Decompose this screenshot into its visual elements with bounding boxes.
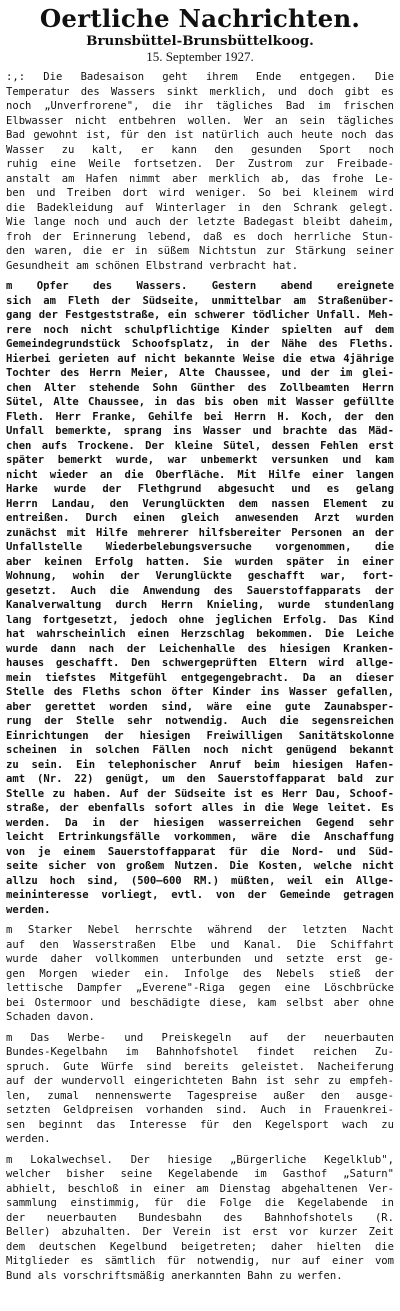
masthead xyxy=(6,5,394,65)
article-text-line: noch „Unverfrorene", die ihr tägliches Bad im frischen xyxy=(6,100,394,112)
article-text-line: rere noch nicht schulpflichtige Kinder spielten auf dem xyxy=(6,323,394,336)
article-text-line: die Badekleidung auf Winterlager in den Schrank gelegt. xyxy=(6,201,394,214)
issue-date: 15. September 1927. xyxy=(146,49,254,64)
article-text-line: gesetzt. Auch die Anwendung des Sauerstoffapparats der xyxy=(6,584,394,597)
article-text-line: chen Alter stehende Sohn Günther des Zollbeamten Herrn xyxy=(6,381,394,394)
article-text-line: Wasser zu kalt, er kann den gesunden Sport noch xyxy=(6,143,394,156)
article-text-line: Wohnung, wohin der Verunglückte geschafft war, fort- xyxy=(6,570,394,582)
article-text-line: sen beginnt das Interesse für den Kegelsport wach zu xyxy=(6,1118,394,1131)
article-text-line: leicht Ertrinkungsfälle vorkommen, wäre die Anschaffung xyxy=(6,831,394,843)
article-text-line: Gemeindegrundstück Schoofsplatz, in der Nähe des Fleths. xyxy=(6,338,394,350)
article-text-line: anstalt am Hafen nimmt aber merklich ab, das frohe Le- xyxy=(6,172,394,185)
article-text-line: welcher bisher seine Kegelabende im Gasthof „Saturn" xyxy=(6,1168,394,1180)
news-article xyxy=(6,279,394,917)
article-text-line: straße, der ebenfalls sofort alles in die Wege leitet. Es xyxy=(6,802,394,814)
article-text-line: hat wahrscheinlich einen Herzschlag bekommen. Die Leiche xyxy=(6,628,394,640)
article-text-line: Einrichtungen der hiesigen Freiwilligen Sanitätskolonne xyxy=(6,729,394,742)
article-text-line: werden. Da in der hiesigen wasserreichen Gegend sehr xyxy=(6,816,394,829)
article-text-line: auf der wundervoll eingerichteten Bahn ist sehr zu empfeh- xyxy=(6,1075,394,1087)
article-text-line: Elbwasser nicht entbehren wollen. Wer an sein tägliches xyxy=(6,114,394,127)
article-text-line: Stelle zu haben. Auf der Südseite ist es Herr Dau, Schoof- xyxy=(6,787,394,800)
article-text-line: Bad gewohnt ist, für den ist natürlich auch heute noch das xyxy=(6,129,394,141)
article-text-line: Kanalverwaltung durch Herrn Knieling, wurde stundenlang xyxy=(6,599,394,611)
article-text-line: rung der Stelle sehr notwendig. Auch die segensreichen xyxy=(6,715,394,727)
article-text-line: m Starker Nebel herrschte während der letzten Nacht xyxy=(6,924,394,936)
article-text-line: abhielt, beschloß in einer am Dienstag abgehaltenen Ver- xyxy=(6,1182,394,1195)
article-text-line: Beller) abzuhalten. Der Verein ist erst vor kurzer Zeit xyxy=(6,1226,394,1238)
article-text-line: sich am Fleth der Südseite, unmittelbar am Straßenüber- xyxy=(6,294,394,307)
article-text-line: Hierbei gerieten auf nicht bekannte Weise die etwa 4jährige xyxy=(6,352,394,365)
article-text-line: Bund als vorschriftsmäßig anerkannten Bahn zu werfen. xyxy=(6,1269,343,1282)
article-text-line: zunächst mit Hilfe mehrerer hilfsbereiter Personen an der xyxy=(6,526,394,539)
article-text-line: :,: Die Badesaison geht ihrem Ende entgegen. Die xyxy=(6,71,394,83)
article-text-line: von je einem Sauerstoffapparat für die Nord- und Süd- xyxy=(6,845,394,858)
article-text-line: lettische Dampfer „Everene"-Riga gegen eine Löschbrücke xyxy=(6,982,394,994)
article-text-line: nicht wieder an die Oberfläche. Mit Hilfe einer langen xyxy=(6,468,394,481)
article-text-line: auf den Wasserstraßen Elbe und Kanal. Die Schiffahrt xyxy=(6,938,394,951)
article-text-line: ruhig eine Weile fortsetzen. Der Zustrom zur Freibade- xyxy=(6,158,394,170)
article-text-line: setzten Geldpreisen vorhanden sind. Auch in Frauenkrei- xyxy=(6,1104,394,1116)
article-text-line: ben und Treiben dort wird weniger. So bei kleinem wird xyxy=(6,187,394,199)
article-text-line: m Das Werbe- und Preiskegeln auf der neuerbauten xyxy=(6,1031,394,1044)
section-title: Oertliche Nachrichten. xyxy=(39,4,361,33)
article-text-line: m Opfer des Wassers. Gestern abend ereignete xyxy=(6,280,394,292)
article-text-line: chen aufs Trockene. Der kleine Sütel, dessen Fehlen erst xyxy=(6,439,394,452)
article-text-line: der neuerbauten Bundesbahn des Bahnhofshotels (R. xyxy=(6,1211,394,1224)
article-text-line: Wie lange noch und auch der letzte Badegast bleibt daheim, xyxy=(6,216,394,228)
news-article xyxy=(6,1031,394,1147)
article-text-line: Mitglieder es sämtlich für notwendig, nur auf einer vom xyxy=(6,1255,394,1267)
article-text-line: entreißen. Durch einen gleich anwesenden Arzt wurden xyxy=(6,512,394,524)
article-text-line: wurde daher vollkommen unterbunden und setzte erst ge- xyxy=(6,953,394,965)
article-text-line: hauses geschafft. Den schwergeprüften Eltern wird allge- xyxy=(6,657,394,669)
article-text-line: gang der Festgeststraße, ein schwerer tödlicher Unfall. Meh- xyxy=(6,309,394,321)
article-text-line: werden. xyxy=(6,1133,51,1145)
news-article xyxy=(6,70,394,273)
article-column xyxy=(6,70,394,1283)
article-text-line: werden. xyxy=(6,903,51,916)
article-text-line: Tochter des Herrn Meier, Alte Chaussee, und der im glei- xyxy=(6,367,394,379)
article-text-line: dem deutschen Kegelbund beigetreten; daher hielten die xyxy=(6,1240,394,1253)
article-text-line: gen Morgen wieder ein. Infolge des Nebels stieß der xyxy=(6,967,394,980)
news-article xyxy=(6,923,394,1025)
article-text-line: Herrn Landau, den Verunglückten dem nassen Element zu xyxy=(6,497,394,510)
article-text-line: Sütel, Alte Chaussee, in das bis oben mit Wasser gefüllte xyxy=(6,396,394,408)
article-text-line: zu sein. Ein telephonischer Anruf beim hiesigen Hafen- xyxy=(6,758,394,771)
article-text-line: m Lokalwechsel. Der hiesige „Bürgerliche Kegelklub", xyxy=(6,1153,394,1166)
article-text-line: Unfallstelle Wiederbelebungsversuche vorgenommen, die xyxy=(6,541,394,553)
article-text-line: wurde dann nach der Leichenhalle des hiesigen Kranken- xyxy=(6,642,394,655)
article-text-line: Bundes-Kegelbahn im Bahnhofshotel findet reichen Zu- xyxy=(6,1046,394,1058)
article-text-line: spruch. Gute Würfe sind bereits geleistet. Nacheiferung xyxy=(6,1060,394,1073)
article-text-line: später bemerkt wurde, war unbemerkt versunken und kam xyxy=(6,454,394,466)
article-text-line: Unfall bemerkte, sprang ins Wasser und brachte das Mäd- xyxy=(6,425,394,437)
news-article xyxy=(6,1153,394,1284)
article-text-line: amt (Nr. 22) genügt, um den Sauerstoffapparat bald zur xyxy=(6,773,394,785)
article-text-line: mein tiefstes Mitgefühl entgegengebracht. Da an dieser xyxy=(6,671,394,684)
article-text-line: meininteresse vorliegt, evtl. von der Gemeinde getragen xyxy=(6,889,394,901)
article-text-line: Harke wurde der Flethgrund abgesucht und es gelang xyxy=(6,483,394,495)
locality-subtitle: Brunsbüttel-Brunsbüttelkoog. xyxy=(86,33,314,49)
article-text-line: Stelle des Fleths schon öfter Kinder ins Wasser gefallen, xyxy=(6,686,394,698)
article-text-line: bei Ostermoor und beschädigte diese, kam selbst aber ohne xyxy=(6,996,394,1009)
article-text-line: Schaden davon. xyxy=(6,1011,95,1023)
article-text-line: aber gerettet worden sind, wäre eine gute Zaunabsper- xyxy=(6,700,394,713)
article-text-line: den waren, die er in süßem Nichtstun zur Stärkung seiner xyxy=(6,245,394,257)
article-text-line: sammlung einstimmig, für die Folge die Kegelabende in xyxy=(6,1197,394,1209)
article-text-line: len, zumal nennenswerte Tagespreise außer den ausge- xyxy=(6,1089,394,1102)
article-text-line: seite sicher von großem Nutzen. Die Kosten, welche nicht xyxy=(6,860,394,872)
article-text-line: aber keinen Erfolg hatten. Sie wurden später in einer xyxy=(6,555,394,568)
article-text-line: Gesundheit am schönen Elbstrand verbracht hat. xyxy=(6,259,299,272)
article-text-line: froh der Erinnerung lebend, daß es doch herrliche Stun- xyxy=(6,230,394,243)
article-text-line: scheinen in solchen Fällen noch nicht genügend bekannt xyxy=(6,744,394,756)
article-text-line: lang fortgesetzt, jedoch ohne jeglichen Erfolg. Das Kind xyxy=(6,613,394,626)
article-text-line: allzu hoch sind, (500—600 RM.) müßten, weil ein Allge- xyxy=(6,874,394,887)
article-text-line: Fleth. Herr Franke, Gehilfe bei Herrn H. Koch, der den xyxy=(6,410,394,423)
article-text-line: Temperatur des Wassers sinkt merklich, und doch gibt es xyxy=(6,85,394,98)
